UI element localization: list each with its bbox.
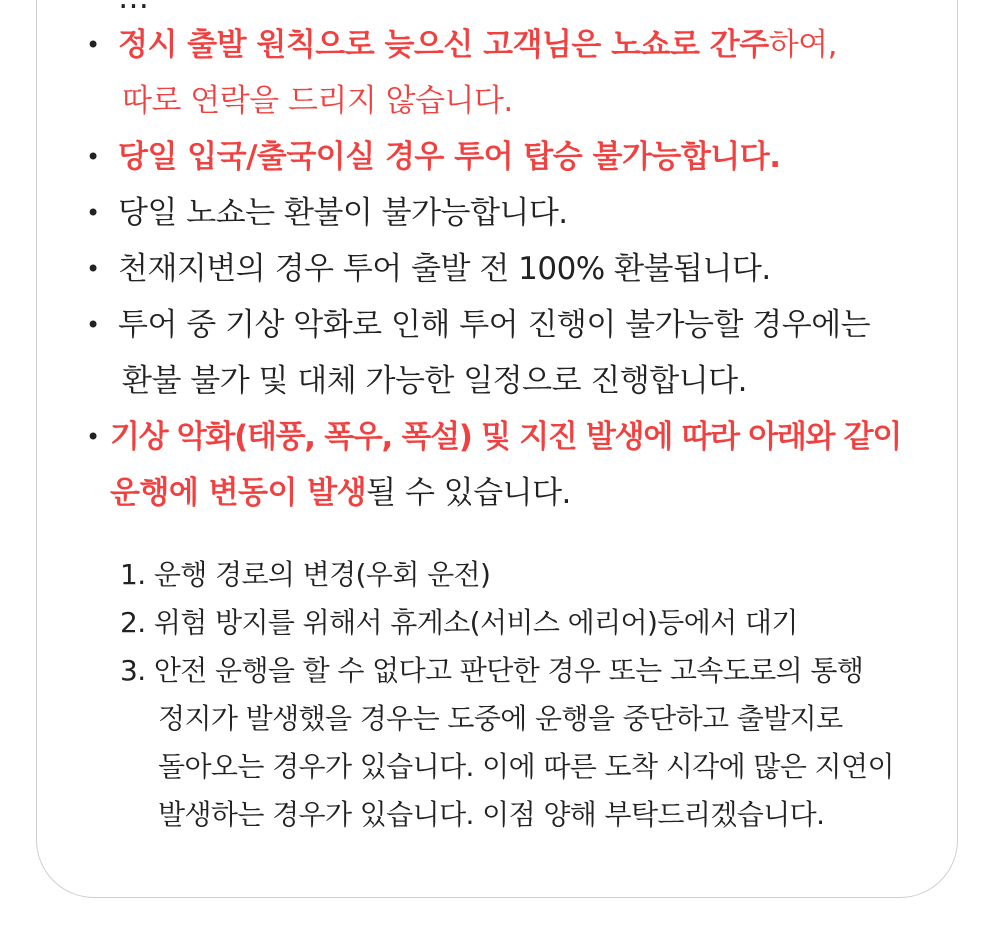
notice-item-1-line-2: 따로 연락을 드리지 않습니다. [122,83,513,119]
notice-item-1-line-1 [118,25,837,65]
sublist-item-3-line-2: 정지가 발생했을 경우는 도중에 운행을 중단하고 출발지로 [158,702,843,735]
sublist-item-3-line-1: 3. 안전 운행을 할 수 없다고 판단한 경우 또는 고속도로의 통행 [120,654,864,687]
notice-item-6-line-2 [110,473,571,513]
notice-item-4: 천재지변의 경우 투어 출발 전 100% 환불됩니다. [118,251,771,287]
notice-item-6-line-1: 기상 악화(태풍, 폭우, 폭설) 및 지진 발생에 따라 아래와 같이 [110,419,901,455]
notice-item-1-emphasis: 정시 출발 원칙으로 늦으신 고객님은 노쇼로 간주 [118,27,769,63]
notice-item-5-line-2: 환불 불가 및 대체 가능한 일정으로 진행합니다. [122,363,747,399]
bullet-icon: • [86,199,101,227]
notice-item-5-line-1: 투어 중 기상 악화로 인해 투어 진행이 불가능할 경우에는 [118,307,871,343]
bullet-icon: • [86,143,101,171]
sublist-item-2: 2. 위험 방지를 위해서 휴게소(서비스 에리어)등에서 대기 [120,606,798,639]
cut-off-text [118,0,149,18]
notice-item-3: 당일 노쇼는 환불이 불가능합니다. [118,195,568,231]
bullet-icon: • [86,255,101,283]
bullet-icon: • [86,423,101,451]
notice-item-1-tail: 하여, [768,27,837,63]
sublist-item-3-line-3: 돌아오는 경우가 있습니다. 이에 따른 도착 시각에 많은 지연이 [158,750,894,783]
bullet-icon: • [86,31,101,59]
notice-item-2: 당일 입국/출국이실 경우 투어 탑승 불가능합니다. [118,139,781,175]
notice-item-6-tail: 될 수 있습니다. [366,475,571,511]
notice-item-6-emphasis: 운행에 변동이 발생 [110,475,367,511]
bullet-icon: • [86,311,101,339]
sublist-item-3-line-4: 발생하는 경우가 있습니다. 이점 양해 부탁드리겠습니다. [158,798,825,831]
sublist-item-1: 1. 운행 경로의 변경(우회 운전) [120,558,491,591]
